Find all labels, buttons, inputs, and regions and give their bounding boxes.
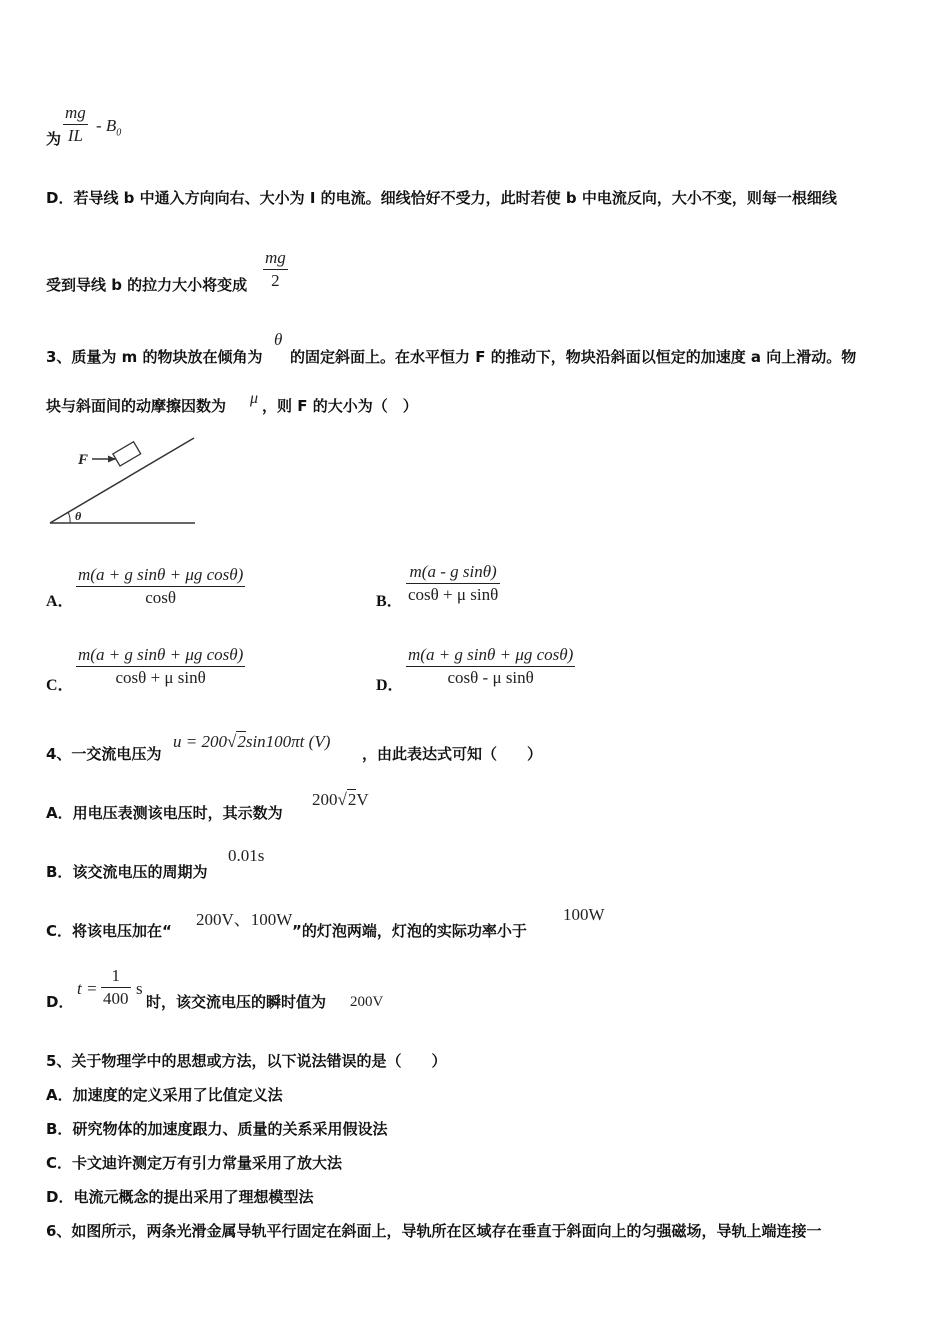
q3-option-d-fraction: $\frac{\text{m(a + g sinθ + μg cosθ)}}{\text{cosθ - μ sinθ}}$: [408, 645, 574, 687]
q4-option-d-fraction: $\frac{1}{400}$: [103, 966, 129, 1008]
q2-line-prefix: 为: [46, 130, 62, 148]
q3-option-d-label: D．: [376, 677, 404, 694]
q4-option-c-rating: 200V、100W: [196, 910, 293, 929]
q4-option-c: C．将该电压加在“: [46, 922, 172, 940]
q4-option-b-value: 0.01s: [228, 846, 265, 865]
q3-stem-b: 的固定斜面上。在水平恒力 F 的推动下，物块沿斜面以恒定的加速度 a 向上滑动。物: [290, 348, 857, 366]
q2-option-d-line2: 受到导线 b 的拉力大小将变成: [46, 276, 248, 294]
q5-option-a: A．加速度的定义采用了比值定义法: [46, 1086, 283, 1104]
q5-option-d: D．电流元概念的提出采用了理想模型法: [46, 1188, 314, 1206]
q4-option-d-label: D．: [46, 993, 74, 1011]
q3-option-c-label: C．: [46, 677, 74, 694]
q3-theta: θ: [274, 330, 283, 349]
q4-option-c-rest: ”的灯泡两端，灯泡的实际功率小于: [292, 922, 527, 940]
q4-option-c-power: 100W: [563, 905, 605, 924]
q3-stem-line2b: ，则 F 的大小为（ ）: [262, 397, 418, 415]
q4-option-d-unit: s: [136, 979, 143, 998]
q5-option-b: B．研究物体的加速度跟力、质量的关系采用假设法: [46, 1120, 388, 1138]
q2-b0: - $B_0$: [96, 116, 122, 139]
q4-option-b: B．该交流电压的周期为: [46, 863, 208, 881]
q4-option-d-value: 200V: [350, 994, 384, 1010]
q3-stem-a: 3、质量为 m 的物块放在倾角为: [46, 348, 263, 366]
q5-stem: 5、关于物理学中的思想或方法，以下说法错误的是（ ）: [46, 1052, 447, 1070]
q3-mu: μ: [250, 390, 259, 407]
angle-label: θ: [75, 509, 82, 523]
q4-option-a: A．用电压表测该电压时，其示数为: [46, 804, 283, 822]
q3-incline-figure: [44, 430, 204, 530]
q3-option-c-fraction: $\frac{\text{m(a + g sinθ + μg cosθ)}}{\text{cosθ + μ sinθ}}$: [78, 645, 244, 687]
angle-arc: [68, 512, 70, 523]
q2-fraction-mg-il: [63, 103, 88, 146]
q4-option-d-t: t =: [77, 979, 98, 998]
q4-option-a-value: 200√2V: [312, 790, 369, 809]
q4-formula: u = 200√2sin100πt (V): [173, 732, 331, 751]
q3-option-b-fraction: $\frac{\text{m(a - g sinθ)}}{\text{cosθ + μ sinθ}}$: [408, 562, 499, 604]
q2-fraction-mg-2: $\frac{mg}{2}$: [265, 248, 286, 290]
q4-option-d-text: 时，该交流电压的瞬时值为: [146, 993, 327, 1011]
q4-stem-a: 4、一交流电压为: [46, 745, 162, 763]
fraction-numerator: mg: [63, 103, 88, 125]
q2-option-d: D．若导线 b 中通入方向向右、大小为 I 的电流。细线恰好不受力，此时若使 b 中电流反向，大小不变，则每一根细线: [46, 189, 837, 207]
force-label: F: [78, 452, 89, 468]
block: [113, 442, 141, 466]
q3-option-a-label: A．: [46, 593, 74, 610]
q3-option-a-fraction: $\frac{\text{m(a + g sinθ + μg cosθ)}}{\cos\theta}$: [78, 565, 244, 607]
q3-option-b-label: B．: [376, 593, 403, 610]
q4-stem-b: ，由此表达式可知（ ）: [362, 745, 543, 763]
q3-stem-line2a: 块与斜面间的动摩擦因数为: [46, 397, 227, 415]
q6-stem: 6、如图所示，两条光滑金属导轨平行固定在斜面上，导轨所在区域存在垂直于斜面向上的匀强磁场，导轨上端连接一: [46, 1222, 822, 1240]
fraction-denominator: IL: [67, 126, 83, 145]
q5-option-c: C．卡文迪许测定万有引力常量采用了放大法: [46, 1154, 343, 1172]
